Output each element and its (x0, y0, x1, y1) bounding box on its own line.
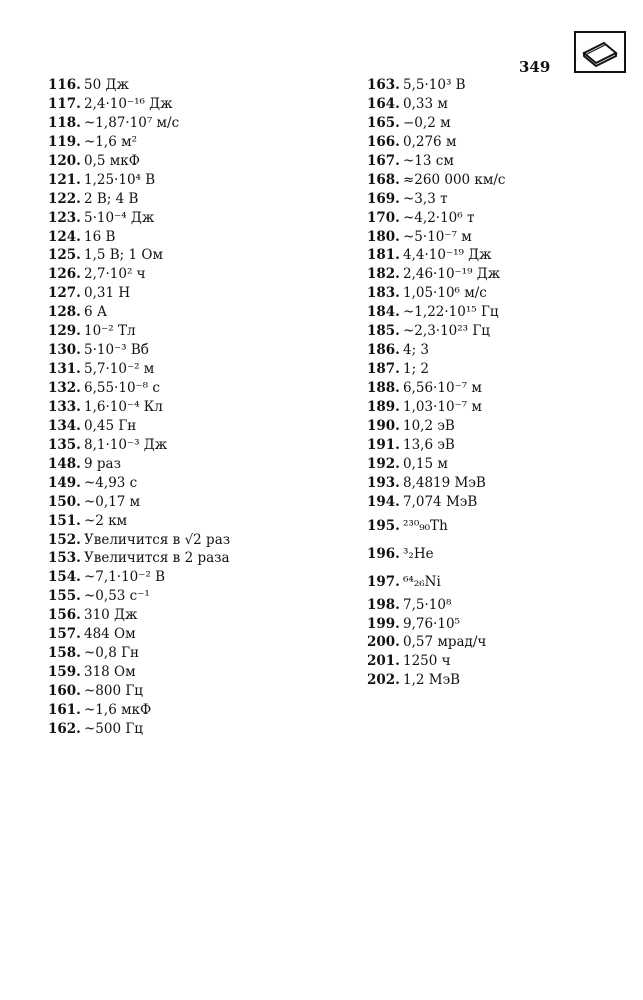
problem-number: 191. (367, 436, 400, 453)
problem-number: 187. (367, 361, 400, 378)
answer-text: 1,2 МэВ (403, 672, 461, 689)
answer-row (367, 512, 505, 540)
problem-number: 117. (48, 95, 81, 112)
answer-text: 6 А (84, 304, 108, 321)
answer-text: ~2 км (84, 512, 128, 529)
answer-row (48, 303, 230, 322)
answer-row (48, 152, 230, 171)
answer-text: 0,15 м (403, 455, 448, 472)
problem-number: 160. (48, 683, 81, 699)
problem-number: 148. (48, 455, 81, 472)
answer-row (367, 190, 505, 209)
answer-row (48, 512, 230, 531)
answer-row (367, 322, 505, 341)
answer-text: 1; 2 (403, 361, 430, 378)
answer-row (367, 95, 505, 114)
answer-row (48, 474, 230, 493)
problem-number: 188. (367, 380, 400, 396)
answer-row (367, 114, 505, 133)
answer-text: 2,7·10² ч (84, 266, 146, 283)
problem-number: 192. (367, 455, 400, 472)
answer-text: ~5·10⁻⁷ м (403, 228, 472, 245)
answer-row (48, 209, 230, 228)
problem-number: 167. (367, 152, 400, 169)
problem-number: 120. (48, 152, 81, 169)
answer-text: 6,56·10⁻⁷ м (403, 380, 482, 396)
problem-number: 151. (48, 512, 81, 529)
answer-row (48, 549, 230, 568)
problem-number: 181. (367, 247, 400, 264)
problem-number: 132. (48, 380, 81, 396)
problem-number: 182. (367, 266, 400, 283)
answer-text: −0,2 м (403, 114, 451, 131)
answer-text: ³₂He (403, 545, 434, 562)
problem-number: 186. (367, 342, 400, 359)
answer-row (367, 152, 505, 171)
answer-text: 2,46·10⁻¹⁹ Дж (403, 266, 501, 283)
answer-row (48, 720, 230, 739)
problem-number: 125. (48, 247, 81, 264)
answer-text: 50 Дж (84, 77, 129, 93)
answer-text: Увеличится в 2 раза (84, 550, 230, 567)
answer-text: 10⁻² Тл (84, 323, 136, 340)
answer-text: 9,76·10⁵ (403, 615, 460, 632)
answer-text: 1,5 В; 1 Ом (84, 247, 163, 264)
answer-text: ~1,22·10¹⁵ Гц (403, 304, 499, 321)
answer-text: 1,05·10⁶ м/с (403, 285, 487, 302)
problem-number: 190. (367, 417, 400, 434)
problem-number: 162. (48, 720, 81, 737)
answer-row (48, 587, 230, 606)
answer-text: 2 В; 4 В (84, 190, 139, 207)
answer-text: 4,4·10⁻¹⁹ Дж (403, 247, 492, 264)
answer-row (367, 436, 505, 455)
problem-number: 118. (48, 114, 81, 131)
problem-number: 131. (48, 361, 81, 378)
answer-row (367, 455, 505, 474)
answer-text: 8,4819 МэВ (403, 474, 486, 491)
answer-row (48, 644, 230, 663)
page-number: 349 (519, 58, 551, 76)
answer-row (367, 568, 505, 596)
answer-text: 0,33 м (403, 95, 448, 112)
answer-text: 1,03·10⁻⁷ м (403, 398, 482, 415)
problem-number: 157. (48, 626, 81, 643)
answer-text: 0,5 мкФ (84, 152, 140, 169)
answer-row (48, 531, 230, 550)
problem-number: 153. (48, 550, 81, 567)
problem-number: 170. (367, 209, 400, 226)
problem-number: 129. (48, 323, 81, 340)
problem-number: 163. (367, 77, 400, 93)
answer-row (367, 652, 505, 671)
answer-row (367, 76, 505, 95)
answer-row (48, 133, 230, 152)
answer-row (367, 228, 505, 247)
answer-row (48, 663, 230, 682)
answer-row (48, 568, 230, 587)
problem-number: 199. (367, 615, 400, 632)
book-icon (574, 31, 626, 73)
problem-number: 127. (48, 285, 81, 302)
answer-text: ~2,3·10²³ Гц (403, 323, 490, 340)
answer-row (48, 360, 230, 379)
answer-text: ~4,93 с (84, 474, 138, 491)
answer-text: ~1,6 м² (84, 133, 137, 150)
answer-row (48, 190, 230, 209)
problem-number: 200. (367, 634, 400, 651)
answer-row (367, 398, 505, 417)
answer-row (48, 455, 230, 474)
problem-number: 165. (367, 114, 400, 131)
answer-row (367, 540, 505, 568)
answer-text: 8,1·10⁻³ Дж (84, 436, 168, 453)
answer-text: ~0,17 м (84, 493, 141, 510)
answer-row (48, 379, 230, 398)
problem-number: 195. (367, 517, 400, 534)
problem-number: 184. (367, 304, 400, 321)
answer-row (367, 379, 505, 398)
answer-text: ~800 Гц (84, 683, 143, 699)
problem-number: 119. (48, 133, 81, 150)
answer-text: 0,31 Н (84, 285, 131, 302)
problem-number: 189. (367, 398, 400, 415)
answer-text: 310 Дж (84, 607, 138, 624)
problem-number: 116. (48, 77, 81, 93)
problem-number: 135. (48, 436, 81, 453)
answer-text: 7,5·10⁸ (403, 596, 452, 613)
answer-row (48, 493, 230, 512)
problem-number: 123. (48, 209, 81, 226)
answer-row (367, 493, 505, 512)
answer-row (48, 606, 230, 625)
answer-text: ~500 Гц (84, 720, 143, 737)
answer-text: 1,6·10⁻⁴ Кл (84, 398, 163, 415)
problem-number: 121. (48, 171, 81, 188)
answer-text: 1250 ч (403, 653, 451, 670)
problem-number: 134. (48, 417, 81, 434)
answer-text: ²³⁰₉₀Th (403, 517, 448, 534)
answer-row (48, 284, 230, 303)
problem-number: 197. (367, 573, 400, 590)
answers-right-column (367, 76, 505, 690)
answer-row (367, 596, 505, 615)
problem-number: 155. (48, 588, 81, 605)
answer-text: ~7,1·10⁻² В (84, 569, 165, 586)
answer-text: 0,45 Гн (84, 417, 137, 434)
problem-number: 158. (48, 645, 81, 662)
answer-row (48, 701, 230, 720)
problem-number: 168. (367, 171, 400, 188)
answer-row (367, 633, 505, 652)
problem-number: 128. (48, 304, 81, 321)
answer-text: 7,074 МэВ (403, 493, 478, 510)
problem-number: 166. (367, 133, 400, 150)
answer-row (367, 671, 505, 690)
problem-number: 130. (48, 342, 81, 359)
answer-text: 318 Ом (84, 664, 136, 681)
answer-text: ⁶⁴₂₆Ni (403, 573, 441, 590)
answer-text: ~1,87·10⁷ м/с (84, 114, 180, 131)
answer-row (48, 322, 230, 341)
problem-number: 194. (367, 493, 400, 510)
answer-row (48, 114, 230, 133)
answer-text: ~0,53 с⁻¹ (84, 588, 150, 605)
answer-text: ~3,3 т (403, 190, 448, 207)
answer-text: 10,2 эВ (403, 417, 455, 434)
problem-number: 202. (367, 672, 400, 689)
answer-row (367, 133, 505, 152)
answer-text: Увеличится в √2 раз (84, 531, 231, 548)
answer-text: ~13 см (403, 152, 454, 169)
problem-number: 159. (48, 664, 81, 681)
answer-row (48, 228, 230, 247)
problem-number: 196. (367, 545, 400, 562)
answer-row (48, 398, 230, 417)
answer-row (367, 171, 505, 190)
answer-text: 4; 3 (403, 342, 430, 359)
answer-row (367, 246, 505, 265)
problem-number: 180. (367, 228, 400, 245)
problem-number: 150. (48, 493, 81, 510)
answer-row (48, 76, 230, 95)
answer-row (367, 474, 505, 493)
answer-row (48, 341, 230, 360)
answer-row (48, 436, 230, 455)
problem-number: 169. (367, 190, 400, 207)
answer-row (367, 303, 505, 322)
answer-row (367, 615, 505, 634)
problem-number: 156. (48, 607, 81, 624)
answer-text: ≈260 000 км/с (403, 171, 506, 188)
problem-number: 201. (367, 653, 400, 670)
answer-row (367, 417, 505, 436)
problem-number: 154. (48, 569, 81, 586)
answer-row (48, 95, 230, 114)
answer-text: ~0,8 Гн (84, 645, 140, 662)
answer-text: 2,4·10⁻¹⁶ Дж (84, 95, 173, 112)
problem-number: 183. (367, 285, 400, 302)
problem-number: 198. (367, 596, 400, 613)
answer-text: 5·10⁻⁴ Дж (84, 209, 155, 226)
problem-number: 152. (48, 531, 81, 548)
answer-row (48, 417, 230, 436)
answer-row (48, 171, 230, 190)
problem-number: 124. (48, 228, 81, 245)
answer-row (367, 209, 505, 228)
problem-number: 164. (367, 95, 400, 112)
answer-text: 0,57 мрад/ч (403, 634, 487, 651)
answer-text: 16 В (84, 228, 116, 245)
answer-row (367, 265, 505, 284)
answer-text: 5,5·10³ В (403, 77, 466, 93)
answer-row (367, 341, 505, 360)
answer-text: 1,25·10⁴ В (84, 171, 156, 188)
problem-number: 161. (48, 701, 81, 718)
answer-text: 484 Ом (84, 626, 136, 643)
answers-left-column (48, 76, 230, 739)
answer-row (48, 625, 230, 644)
problem-number: 133. (48, 398, 81, 415)
answer-text: 0,276 м (403, 133, 457, 150)
problem-number: 185. (367, 323, 400, 340)
answer-row (48, 265, 230, 284)
problem-number: 126. (48, 266, 81, 283)
answer-text: 6,55·10⁻⁸ с (84, 380, 160, 396)
answer-text: 13,6 эВ (403, 436, 455, 453)
problem-number: 149. (48, 474, 81, 491)
answer-text: 9 раз (84, 455, 121, 472)
problem-number: 122. (48, 190, 81, 207)
answer-text: 5·10⁻³ Вб (84, 342, 149, 359)
problem-number: 193. (367, 474, 400, 491)
answer-text: 5,7·10⁻² м (84, 361, 155, 378)
answer-row (367, 360, 505, 379)
answer-row (48, 246, 230, 265)
answer-row (48, 682, 230, 701)
answer-text: ~4,2·10⁶ т (403, 209, 475, 226)
answer-row (367, 284, 505, 303)
answer-text: ~1,6 мкФ (84, 701, 152, 718)
